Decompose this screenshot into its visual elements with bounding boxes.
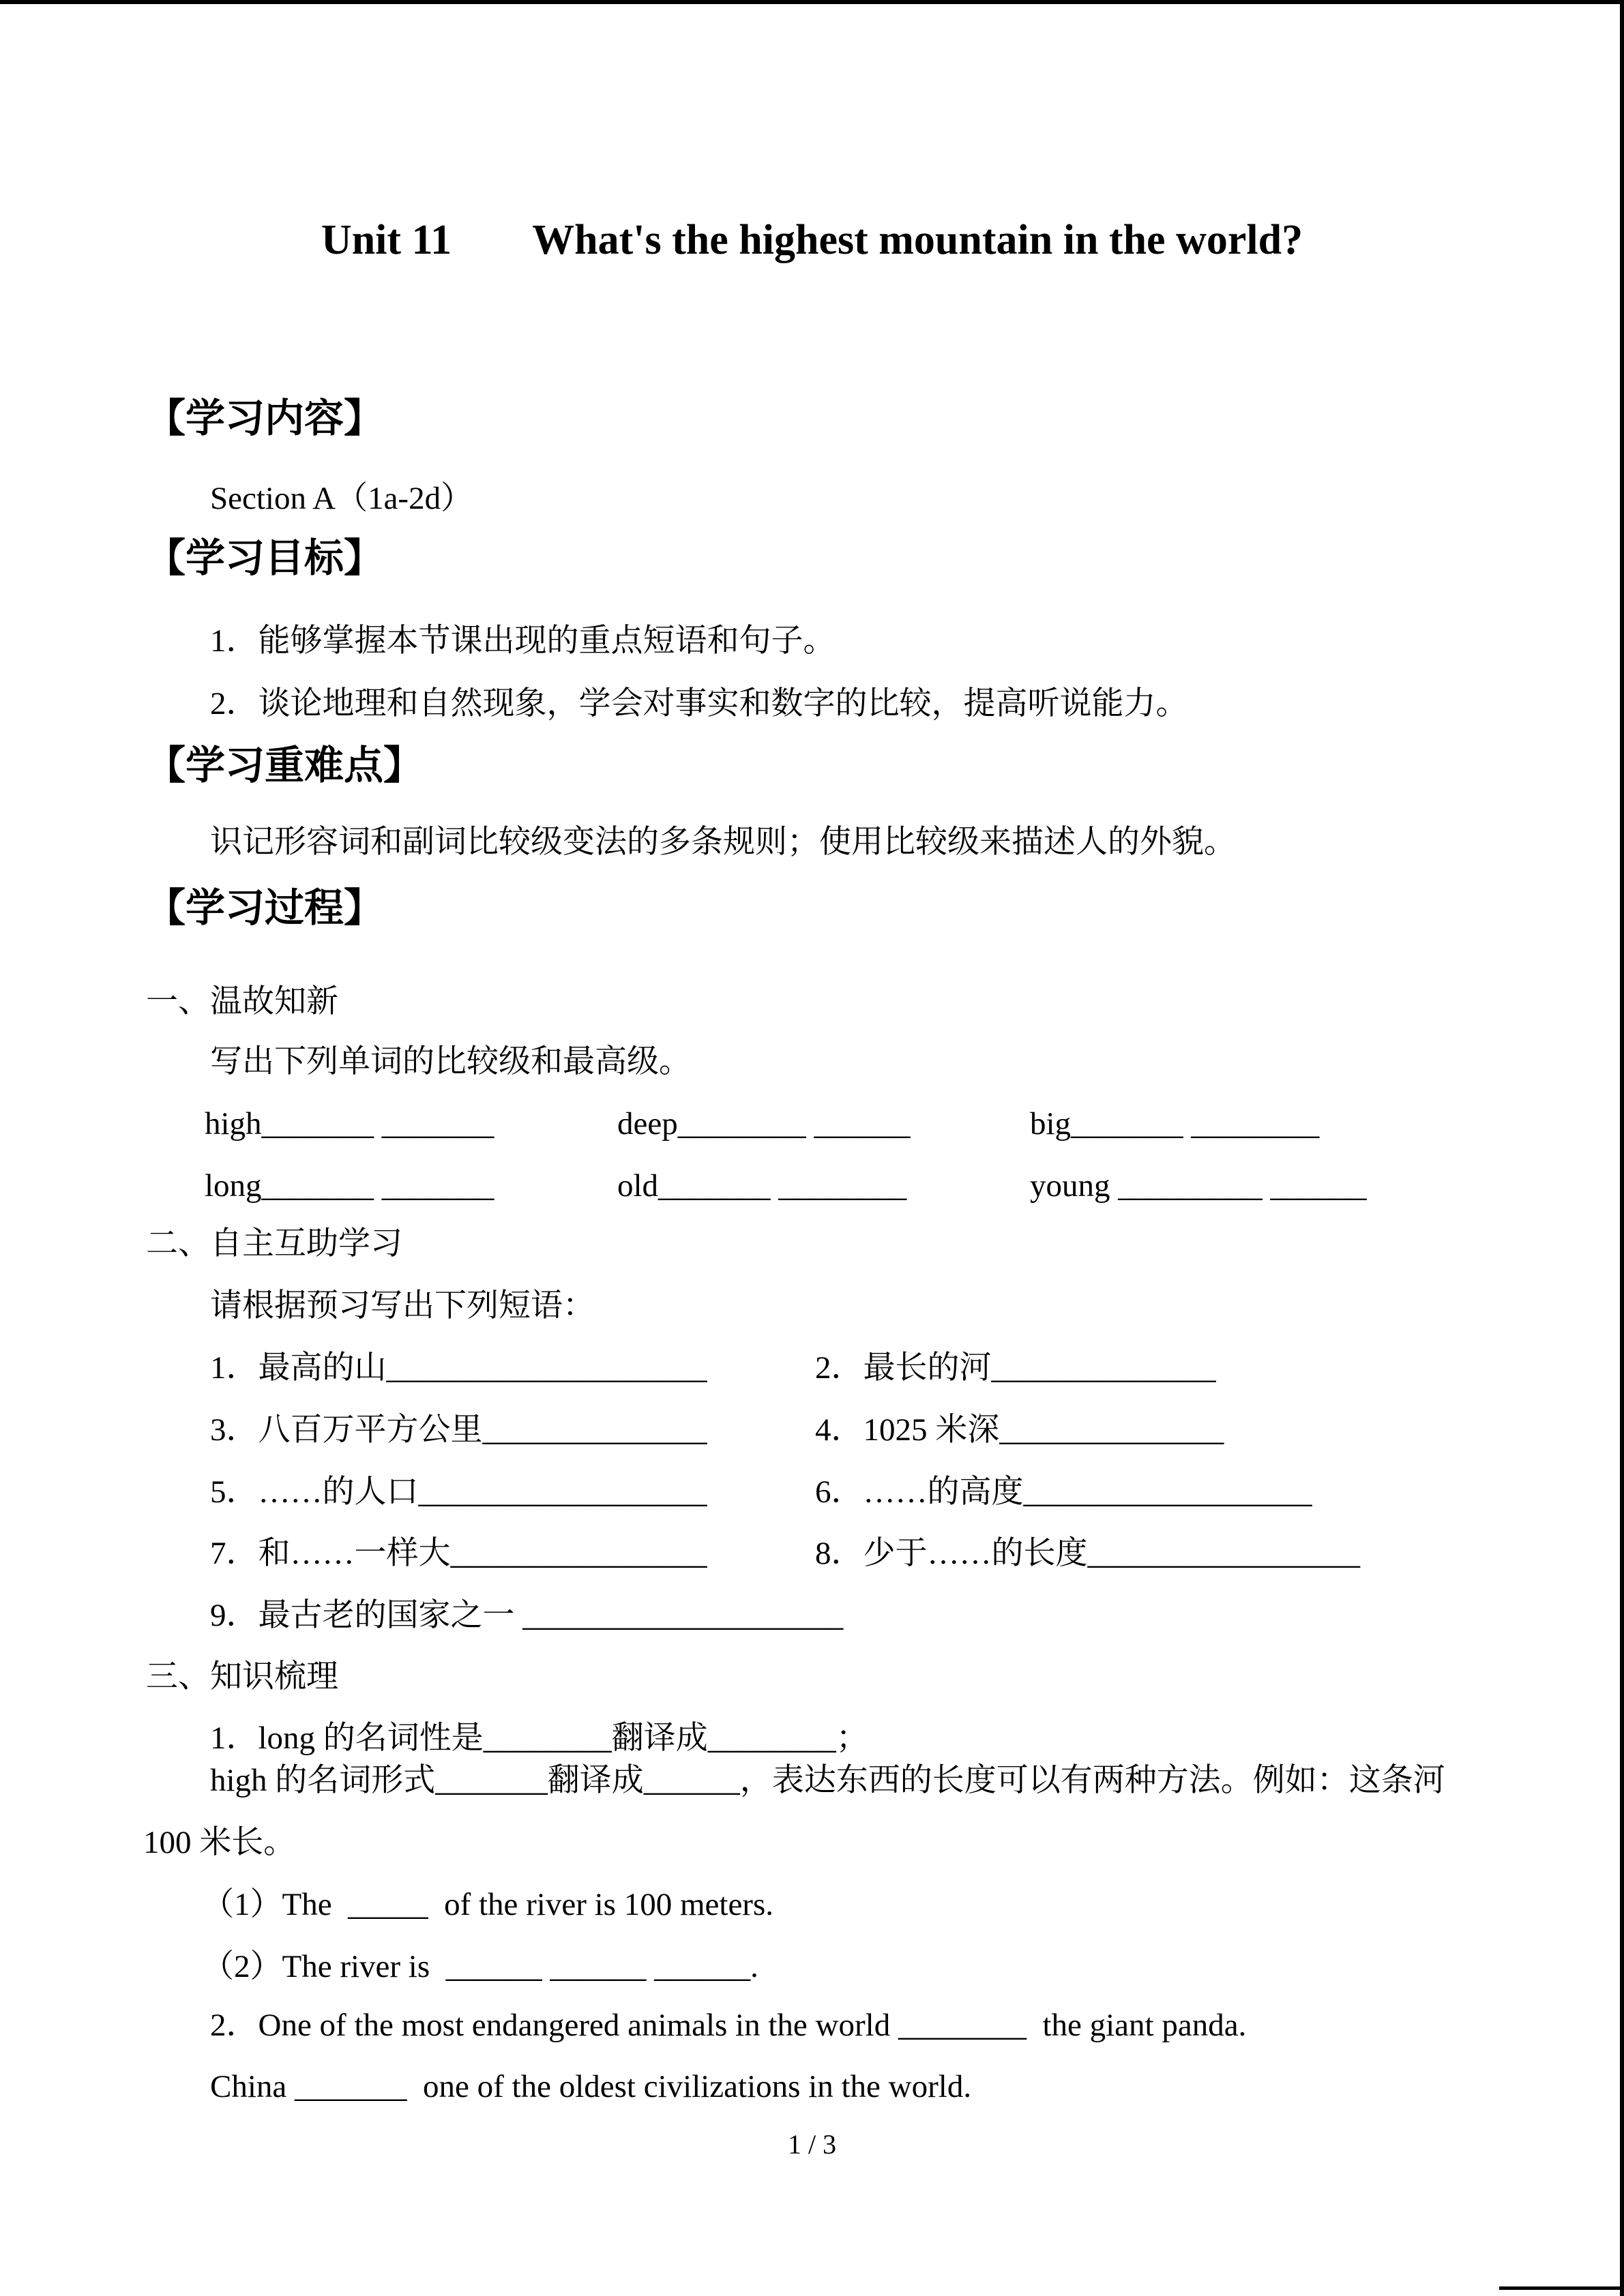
knowledge-line-6: 2．One of the most endangered animals in the world ________ the giant panda. xyxy=(210,2008,1247,2043)
knowledge-line-1: 1．long 的名词性是________翻译成________； xyxy=(210,1720,868,1756)
page-top-border xyxy=(0,0,1624,4)
phrase-row-4 xyxy=(0,1535,1624,1576)
phrase-row-1 xyxy=(0,1350,1624,1390)
phrase-item-5: 5．……的人口__________________ xyxy=(210,1474,707,1510)
phrase-item-6: 6．……的高度__________________ xyxy=(815,1474,1312,1510)
knowledge-line-2: high 的名词形式_______翻译成______，表达东西的长度可以有两种方法。例如：这条河 xyxy=(210,1763,1445,1798)
phrase-item-2: 2．最长的河______________ xyxy=(815,1350,1216,1386)
goal-item-1: 1．能够掌握本节课出现的重点短语和句子。 xyxy=(210,623,836,659)
word-row-2 xyxy=(0,1167,1624,1208)
knowledge-example-2: （2）The river is ______ ______ ______. xyxy=(202,1949,758,1984)
section-content-body: Section A（1a-2d） xyxy=(210,481,473,516)
unit-number: Unit 11 xyxy=(321,217,452,263)
phrase-item-7: 7．和……一样大________________ xyxy=(210,1536,707,1571)
keypoints-body: 识记形容词和副词比较级变法的多条规则；使用比较级来描述人的外貌。 xyxy=(210,824,1236,860)
goal-item-2: 2．谈论地理和自然现象，学会对事实和数字的比较，提高听说能力。 xyxy=(210,686,1188,721)
section-header-goals: 【学习目标】 xyxy=(146,536,384,580)
part2-instruction: 请根据预习写出下列短语： xyxy=(210,1288,595,1324)
word-blank-long: long_______ _______ xyxy=(205,1168,494,1204)
word-blank-young: young _________ ______ xyxy=(1030,1168,1367,1204)
word-blank-big: big_______ ________ xyxy=(1030,1106,1320,1142)
document-title xyxy=(0,217,1624,263)
word-blank-high: high_______ _______ xyxy=(205,1106,494,1142)
knowledge-line-3: 100 米长。 xyxy=(143,1825,296,1860)
phrase-item-8: 8．少于……的长度_________________ xyxy=(815,1536,1360,1571)
phrase-item-9: 9．最古老的国家之一 ____________________ xyxy=(210,1598,844,1633)
section-header-keypoints: 【学习重难点】 xyxy=(146,743,424,788)
unit-title-text: What's the highest mountain in the world? xyxy=(532,217,1303,263)
page-bottom-border xyxy=(1499,2286,1620,2290)
phrase-item-3: 3．八百万平方公里______________ xyxy=(210,1412,707,1448)
phrase-item-4: 4．1025 米深______________ xyxy=(815,1412,1224,1448)
part1-heading: 一、温故知新 xyxy=(146,984,338,1019)
knowledge-example-1: （1）The _____ of the river is 100 meters. xyxy=(202,1887,773,1922)
part3-heading: 三、知识梳理 xyxy=(146,1659,338,1695)
section-header-process: 【学习过程】 xyxy=(146,886,384,930)
phrase-row-3 xyxy=(0,1474,1624,1515)
phrase-item-1: 1．最高的山____________________ xyxy=(210,1350,707,1386)
word-row-1 xyxy=(0,1105,1624,1146)
phrase-row-2 xyxy=(0,1412,1624,1452)
part2-heading: 二、自主互助学习 xyxy=(146,1226,402,1262)
word-blank-deep: deep________ ______ xyxy=(617,1106,911,1142)
word-blank-old: old_______ ________ xyxy=(617,1168,907,1204)
page-right-border xyxy=(1620,0,1624,2296)
section-header-content: 【学习内容】 xyxy=(146,396,384,441)
part1-instruction: 写出下列单词的比较级和最高级。 xyxy=(210,1044,691,1079)
knowledge-line-7: China _______ one of the oldest civilizations in the world. xyxy=(210,2069,972,2104)
page-number: 1 / 3 xyxy=(787,2129,837,2160)
